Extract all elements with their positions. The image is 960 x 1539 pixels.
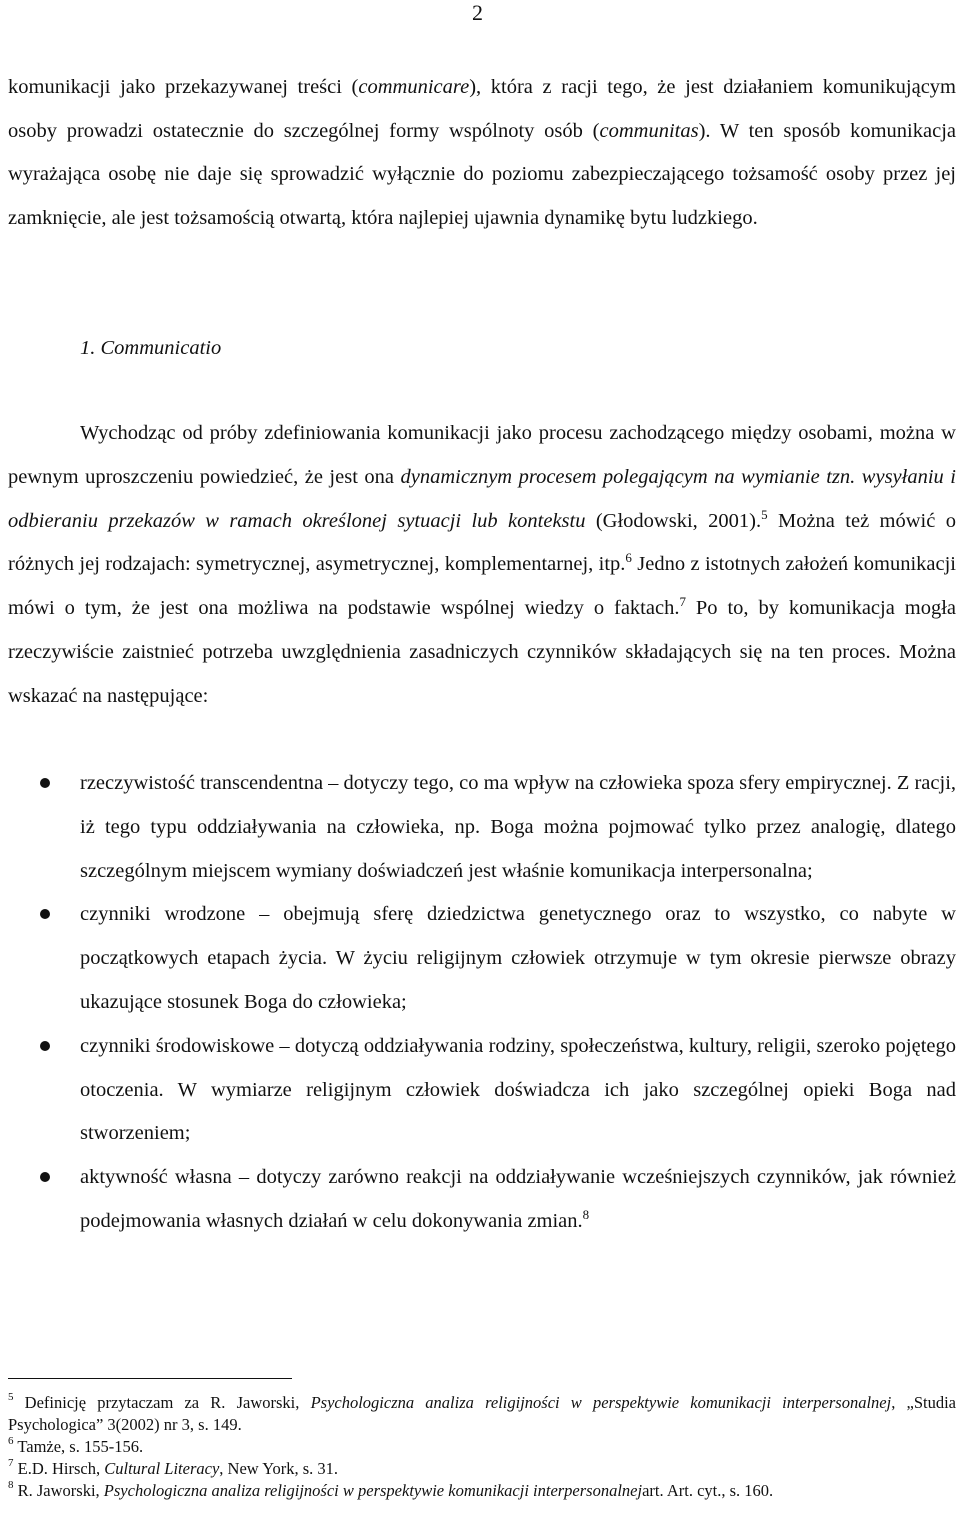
footnote-number: 8 (8, 1479, 14, 1491)
footnote-number: 6 (8, 1435, 14, 1447)
footnote-number: 7 (8, 1457, 14, 1469)
footnote-ref[interactable]: 6 (625, 550, 632, 566)
factors-list (0, 762, 956, 1244)
list-item (0, 893, 956, 1024)
footnote-ref[interactable]: 8 (582, 1206, 590, 1222)
footnote-text: Definicję przytaczam za R. Jaworski, (13, 1393, 311, 1412)
list-item-text: rzeczywistość transcendentna – dotyczy tego, co ma wpływ na człowieka spoza sfery empirycznej. Z racji, iż tego typu oddziaływania na człowieka, np. Boga można pojmować tylko przez analogię, dlatego szczególnym miejscem wymiany doświadczeń jest właśnie komunikacja interpersonalna; (80, 772, 957, 882)
footnote-ref[interactable]: 5 (761, 506, 768, 522)
footnote-title: Psychologiczna analiza religijności w perspektywie komunikacji interpersonalnej (103, 1481, 643, 1500)
footnote-text: Tamże, s. 155-156. (13, 1437, 144, 1456)
footnote-text: , New York, s. 31. (219, 1459, 339, 1478)
paragraph-text: ), która z racji tego, że jest działaniem komunikującym osoby prowadzi ostatecznie do szczególnej formy wspólnoty osób ( (8, 76, 956, 142)
bullet-icon (40, 909, 50, 919)
footnotes (8, 1392, 956, 1502)
footnote (8, 1480, 956, 1502)
footnote-divider (8, 1378, 292, 1379)
footnote-ref[interactable]: 7 (679, 594, 686, 610)
paragraph-intro (8, 66, 956, 240)
footnote (8, 1458, 956, 1480)
footnote-text: E.D. Hirsch, (13, 1459, 105, 1478)
list-item (0, 1025, 956, 1156)
footnote-text: , „Studia Psychologica” 3(2002) nr 3, s. 149. (8, 1393, 957, 1434)
paragraph-text: Można też mówić o różnych jej rodzajach: symetrycznej, asymetrycznej, komplementarnej, itp. (8, 509, 956, 576)
list-item-text: aktywność własna – dotyczy zarówno reakcji na oddziaływanie wcześniejszych czynników, jak również podejmowania własnych działań w celu dokonywania zmian. (80, 1166, 956, 1232)
list-item-text: czynniki wrodzone – obejmują sferę dziedzictwa genetycznego oraz to wszystko, co nabyte w początkowych etapach życia. W życiu religijnym człowiek otrzymuje w tym okresie pierwsze obrazy ukazujące stosunek Boga do człowieka; (80, 903, 956, 1013)
list-item (0, 762, 956, 893)
footnote (8, 1436, 956, 1458)
footnote-title: Psychologiczna analiza religijności w perspektywie komunikacji interpersonalnej (310, 1393, 892, 1412)
paragraph-text: ). W ten sposób komunikacja wyrażająca osobę nie daje się sprowadzić wyłącznie do poziomu zabezpieczającego tożsamość osoby przez jej zamknięcie, ale jest tożsamością otwartą, która najlepiej ujawnia dynamikę bytu ludzkiego. (8, 119, 956, 229)
page-number: 2 (472, 0, 483, 25)
list-item (0, 1156, 956, 1244)
footnote (8, 1392, 956, 1436)
paragraph-text: (Głodowski, 2001). (585, 509, 762, 532)
footnote-number: 5 (8, 1391, 14, 1403)
footnote-text: art. Art. cyt., s. 160. (642, 1481, 774, 1500)
footnote-title: Cultural Literacy (104, 1459, 220, 1478)
bullet-icon (40, 778, 50, 788)
paragraph-text: Wychodząc od próby zdefiniowania komunikacji jako procesu zachodzącego między osobami, można w pewnym uproszczeniu powiedzieć, że jest ona (8, 422, 956, 488)
paragraph-text: Jedno z istotnych założeń komunikacji mówi o tym, że jest ona możliwa na podstawie wspólnej wiedzy o faktach. (8, 553, 956, 620)
paragraph-italic-term: communitas (599, 119, 699, 142)
paragraph-italic-term: communicare (358, 76, 470, 98)
bullet-icon (40, 1041, 50, 1051)
list-item-text: czynniki środowiskowe – dotyczą oddziaływania rodziny, społeczeństwa, kultury, religii, szeroko pojętego otoczenia. W wymiarze religijnym człowiek doświadcza ich jako szczególnej opieki Boga nad stworzeniem; (80, 1034, 956, 1145)
bullet-icon (40, 1172, 50, 1182)
paragraph-text: Po to, by komunikacja mogła rzeczywiście zaistnieć potrzeba uwzględnienia zasadniczych czynników składających się na ten proces. Można wskazać na następujące: (8, 597, 956, 707)
paragraph-communicatio (8, 412, 956, 719)
paragraph-text: komunikacji jako przekazywanej treści ( (8, 76, 359, 98)
paragraph-italic-definition: dynamicznym procesem polegającym na wymianie tzn. wysyłaniu i odbieraniu przekazów w ramach określonej sytuacji lub kontekstu (8, 465, 956, 532)
footnote-text: R. Jaworski, (13, 1481, 104, 1500)
section-heading: 1. Communicatio (80, 337, 222, 359)
